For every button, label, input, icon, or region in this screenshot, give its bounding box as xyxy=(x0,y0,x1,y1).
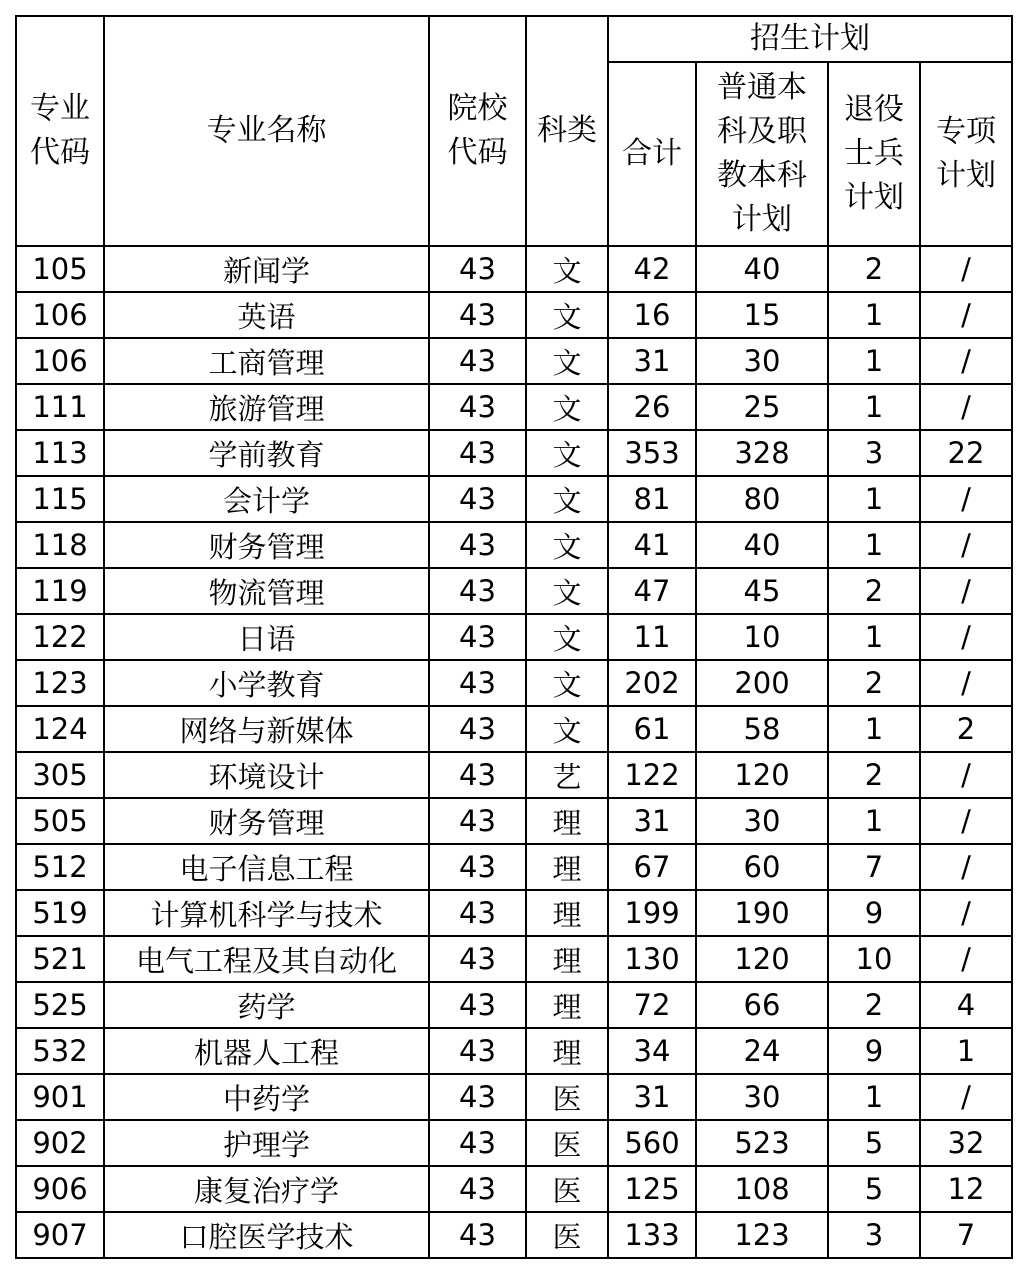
cell-major-code: 118 xyxy=(16,522,104,568)
cell-special: 4 xyxy=(920,982,1012,1028)
cell-regular: 10 xyxy=(696,614,828,660)
cell-veteran: 5 xyxy=(828,1166,920,1212)
table-row xyxy=(16,568,1012,614)
cell-special: / xyxy=(920,476,1012,522)
cell-regular: 30 xyxy=(696,1074,828,1120)
cell-major-code: 525 xyxy=(16,982,104,1028)
cell-regular: 60 xyxy=(696,844,828,890)
table-row xyxy=(16,936,1012,982)
table-row xyxy=(16,660,1012,706)
cell-veteran: 9 xyxy=(828,1028,920,1074)
cell-special: / xyxy=(920,936,1012,982)
cell-special: / xyxy=(920,752,1012,798)
table-row xyxy=(16,614,1012,660)
cell-regular: 58 xyxy=(696,706,828,752)
cell-regular: 24 xyxy=(696,1028,828,1074)
table-body xyxy=(16,246,1012,1258)
table-row xyxy=(16,292,1012,338)
cell-major-code: 907 xyxy=(16,1212,104,1258)
cell-category: 理 xyxy=(526,936,608,982)
cell-major-name: 康复治疗学 xyxy=(104,1166,429,1212)
cell-major-name: 日语 xyxy=(104,614,429,660)
cell-regular: 120 xyxy=(696,752,828,798)
table-row xyxy=(16,706,1012,752)
cell-school-code: 43 xyxy=(429,752,526,798)
table-row xyxy=(16,476,1012,522)
table-row xyxy=(16,522,1012,568)
cell-veteran: 2 xyxy=(828,982,920,1028)
cell-veteran: 1 xyxy=(828,476,920,522)
cell-regular: 30 xyxy=(696,798,828,844)
cell-major-name: 新闻学 xyxy=(104,246,429,292)
cell-major-name: 电气工程及其自动化 xyxy=(104,936,429,982)
cell-veteran: 1 xyxy=(828,614,920,660)
cell-major-code: 119 xyxy=(16,568,104,614)
cell-category: 理 xyxy=(526,844,608,890)
cell-veteran: 2 xyxy=(828,660,920,706)
cell-category: 医 xyxy=(526,1212,608,1258)
cell-major-code: 111 xyxy=(16,384,104,430)
cell-major-name: 机器人工程 xyxy=(104,1028,429,1074)
cell-category: 文 xyxy=(526,568,608,614)
table-row xyxy=(16,246,1012,292)
cell-major-code: 512 xyxy=(16,844,104,890)
table-row xyxy=(16,982,1012,1028)
cell-category: 文 xyxy=(526,476,608,522)
cell-regular: 190 xyxy=(696,890,828,936)
cell-major-code: 122 xyxy=(16,614,104,660)
cell-school-code: 43 xyxy=(429,476,526,522)
cell-category: 医 xyxy=(526,1074,608,1120)
header-row-top xyxy=(16,16,1012,62)
cell-school-code: 43 xyxy=(429,430,526,476)
cell-school-code: 43 xyxy=(429,844,526,890)
cell-special: / xyxy=(920,798,1012,844)
cell-school-code: 43 xyxy=(429,982,526,1028)
cell-major-name: 学前教育 xyxy=(104,430,429,476)
cell-major-code: 105 xyxy=(16,246,104,292)
cell-category: 文 xyxy=(526,614,608,660)
cell-school-code: 43 xyxy=(429,1074,526,1120)
cell-special: / xyxy=(920,568,1012,614)
cell-major-code: 123 xyxy=(16,660,104,706)
cell-category: 理 xyxy=(526,982,608,1028)
cell-special: 12 xyxy=(920,1166,1012,1212)
cell-total: 199 xyxy=(608,890,696,936)
cell-regular: 200 xyxy=(696,660,828,706)
cell-veteran: 7 xyxy=(828,844,920,890)
cell-total: 31 xyxy=(608,1074,696,1120)
cell-major-code: 521 xyxy=(16,936,104,982)
header-special: 专项 计划 xyxy=(920,62,1012,246)
cell-regular: 328 xyxy=(696,430,828,476)
table-row xyxy=(16,430,1012,476)
cell-total: 202 xyxy=(608,660,696,706)
cell-category: 文 xyxy=(526,246,608,292)
table-row xyxy=(16,1028,1012,1074)
cell-school-code: 43 xyxy=(429,706,526,752)
cell-major-code: 305 xyxy=(16,752,104,798)
cell-category: 理 xyxy=(526,1028,608,1074)
cell-major-name: 药学 xyxy=(104,982,429,1028)
cell-school-code: 43 xyxy=(429,522,526,568)
cell-school-code: 43 xyxy=(429,798,526,844)
cell-major-name: 中药学 xyxy=(104,1074,429,1120)
cell-total: 42 xyxy=(608,246,696,292)
cell-regular: 40 xyxy=(696,522,828,568)
cell-school-code: 43 xyxy=(429,568,526,614)
cell-special: / xyxy=(920,1074,1012,1120)
cell-category: 文 xyxy=(526,292,608,338)
cell-category: 艺 xyxy=(526,752,608,798)
cell-special: 22 xyxy=(920,430,1012,476)
cell-major-code: 906 xyxy=(16,1166,104,1212)
cell-regular: 40 xyxy=(696,246,828,292)
cell-major-name: 旅游管理 xyxy=(104,384,429,430)
cell-total: 61 xyxy=(608,706,696,752)
cell-total: 41 xyxy=(608,522,696,568)
cell-special: / xyxy=(920,292,1012,338)
cell-special: / xyxy=(920,246,1012,292)
cell-major-name: 护理学 xyxy=(104,1120,429,1166)
cell-total: 11 xyxy=(608,614,696,660)
cell-total: 353 xyxy=(608,430,696,476)
cell-total: 31 xyxy=(608,798,696,844)
cell-special: 32 xyxy=(920,1120,1012,1166)
cell-school-code: 43 xyxy=(429,1120,526,1166)
cell-regular: 25 xyxy=(696,384,828,430)
cell-total: 34 xyxy=(608,1028,696,1074)
cell-school-code: 43 xyxy=(429,384,526,430)
cell-regular: 80 xyxy=(696,476,828,522)
cell-major-name: 网络与新媒体 xyxy=(104,706,429,752)
cell-veteran: 2 xyxy=(828,568,920,614)
cell-special: 1 xyxy=(920,1028,1012,1074)
cell-veteran: 1 xyxy=(828,338,920,384)
table-row xyxy=(16,890,1012,936)
cell-major-code: 124 xyxy=(16,706,104,752)
cell-major-name: 财务管理 xyxy=(104,798,429,844)
cell-major-code: 519 xyxy=(16,890,104,936)
cell-total: 122 xyxy=(608,752,696,798)
cell-major-code: 115 xyxy=(16,476,104,522)
cell-regular: 66 xyxy=(696,982,828,1028)
cell-veteran: 1 xyxy=(828,798,920,844)
cell-veteran: 3 xyxy=(828,430,920,476)
header-plan-group: 招生计划 xyxy=(608,16,1012,62)
table-row xyxy=(16,844,1012,890)
cell-school-code: 43 xyxy=(429,1212,526,1258)
cell-special: / xyxy=(920,522,1012,568)
cell-school-code: 43 xyxy=(429,338,526,384)
cell-special: / xyxy=(920,338,1012,384)
cell-category: 文 xyxy=(526,384,608,430)
cell-special: 7 xyxy=(920,1212,1012,1258)
cell-category: 理 xyxy=(526,890,608,936)
cell-major-code: 532 xyxy=(16,1028,104,1074)
cell-category: 文 xyxy=(526,706,608,752)
cell-major-code: 106 xyxy=(16,292,104,338)
cell-regular: 30 xyxy=(696,338,828,384)
cell-school-code: 43 xyxy=(429,936,526,982)
cell-total: 125 xyxy=(608,1166,696,1212)
header-total: 合计 xyxy=(608,62,696,246)
cell-school-code: 43 xyxy=(429,1028,526,1074)
cell-major-name: 英语 xyxy=(104,292,429,338)
cell-total: 16 xyxy=(608,292,696,338)
table-row xyxy=(16,338,1012,384)
cell-major-code: 113 xyxy=(16,430,104,476)
cell-category: 理 xyxy=(526,798,608,844)
cell-school-code: 43 xyxy=(429,246,526,292)
cell-veteran: 1 xyxy=(828,522,920,568)
cell-major-code: 902 xyxy=(16,1120,104,1166)
cell-category: 医 xyxy=(526,1120,608,1166)
cell-school-code: 43 xyxy=(429,660,526,706)
cell-veteran: 1 xyxy=(828,706,920,752)
cell-special: / xyxy=(920,660,1012,706)
cell-category: 文 xyxy=(526,522,608,568)
cell-school-code: 43 xyxy=(429,890,526,936)
cell-regular: 108 xyxy=(696,1166,828,1212)
cell-category: 文 xyxy=(526,660,608,706)
cell-school-code: 43 xyxy=(429,614,526,660)
table-row xyxy=(16,1166,1012,1212)
cell-major-name: 电子信息工程 xyxy=(104,844,429,890)
cell-veteran: 1 xyxy=(828,384,920,430)
header-category: 科类 xyxy=(526,16,608,246)
cell-total: 130 xyxy=(608,936,696,982)
cell-veteran: 1 xyxy=(828,292,920,338)
cell-regular: 45 xyxy=(696,568,828,614)
cell-regular: 15 xyxy=(696,292,828,338)
cell-special: / xyxy=(920,614,1012,660)
cell-total: 133 xyxy=(608,1212,696,1258)
header-major-code: 专业 代码 xyxy=(16,16,104,246)
cell-school-code: 43 xyxy=(429,1166,526,1212)
cell-category: 文 xyxy=(526,430,608,476)
cell-total: 26 xyxy=(608,384,696,430)
header-veteran: 退役 士兵 计划 xyxy=(828,62,920,246)
cell-total: 47 xyxy=(608,568,696,614)
table-row xyxy=(16,1120,1012,1166)
cell-major-code: 106 xyxy=(16,338,104,384)
enrollment-plan-table xyxy=(15,15,1013,1259)
header-school-code: 院校 代码 xyxy=(429,16,526,246)
cell-veteran: 5 xyxy=(828,1120,920,1166)
cell-major-code: 901 xyxy=(16,1074,104,1120)
cell-total: 72 xyxy=(608,982,696,1028)
cell-total: 560 xyxy=(608,1120,696,1166)
cell-veteran: 3 xyxy=(828,1212,920,1258)
cell-total: 81 xyxy=(608,476,696,522)
cell-major-name: 工商管理 xyxy=(104,338,429,384)
cell-veteran: 1 xyxy=(828,1074,920,1120)
cell-major-name: 物流管理 xyxy=(104,568,429,614)
cell-special: / xyxy=(920,384,1012,430)
table-row xyxy=(16,384,1012,430)
cell-special: 2 xyxy=(920,706,1012,752)
table-row xyxy=(16,798,1012,844)
cell-veteran: 10 xyxy=(828,936,920,982)
cell-major-name: 财务管理 xyxy=(104,522,429,568)
header-regular: 普通本 科及职 教本科 计划 xyxy=(696,62,828,246)
cell-regular: 120 xyxy=(696,936,828,982)
cell-major-name: 环境设计 xyxy=(104,752,429,798)
cell-total: 67 xyxy=(608,844,696,890)
table-row xyxy=(16,1212,1012,1258)
cell-major-name: 会计学 xyxy=(104,476,429,522)
cell-special: / xyxy=(920,890,1012,936)
cell-category: 文 xyxy=(526,338,608,384)
cell-major-name: 口腔医学技术 xyxy=(104,1212,429,1258)
cell-category: 医 xyxy=(526,1166,608,1212)
cell-total: 31 xyxy=(608,338,696,384)
cell-major-code: 505 xyxy=(16,798,104,844)
cell-special: / xyxy=(920,844,1012,890)
cell-regular: 123 xyxy=(696,1212,828,1258)
cell-veteran: 2 xyxy=(828,752,920,798)
table-row xyxy=(16,752,1012,798)
header-major-name: 专业名称 xyxy=(104,16,429,246)
cell-school-code: 43 xyxy=(429,292,526,338)
cell-major-name: 小学教育 xyxy=(104,660,429,706)
cell-veteran: 2 xyxy=(828,246,920,292)
cell-regular: 523 xyxy=(696,1120,828,1166)
cell-major-name: 计算机科学与技术 xyxy=(104,890,429,936)
table-row xyxy=(16,1074,1012,1120)
cell-veteran: 9 xyxy=(828,890,920,936)
